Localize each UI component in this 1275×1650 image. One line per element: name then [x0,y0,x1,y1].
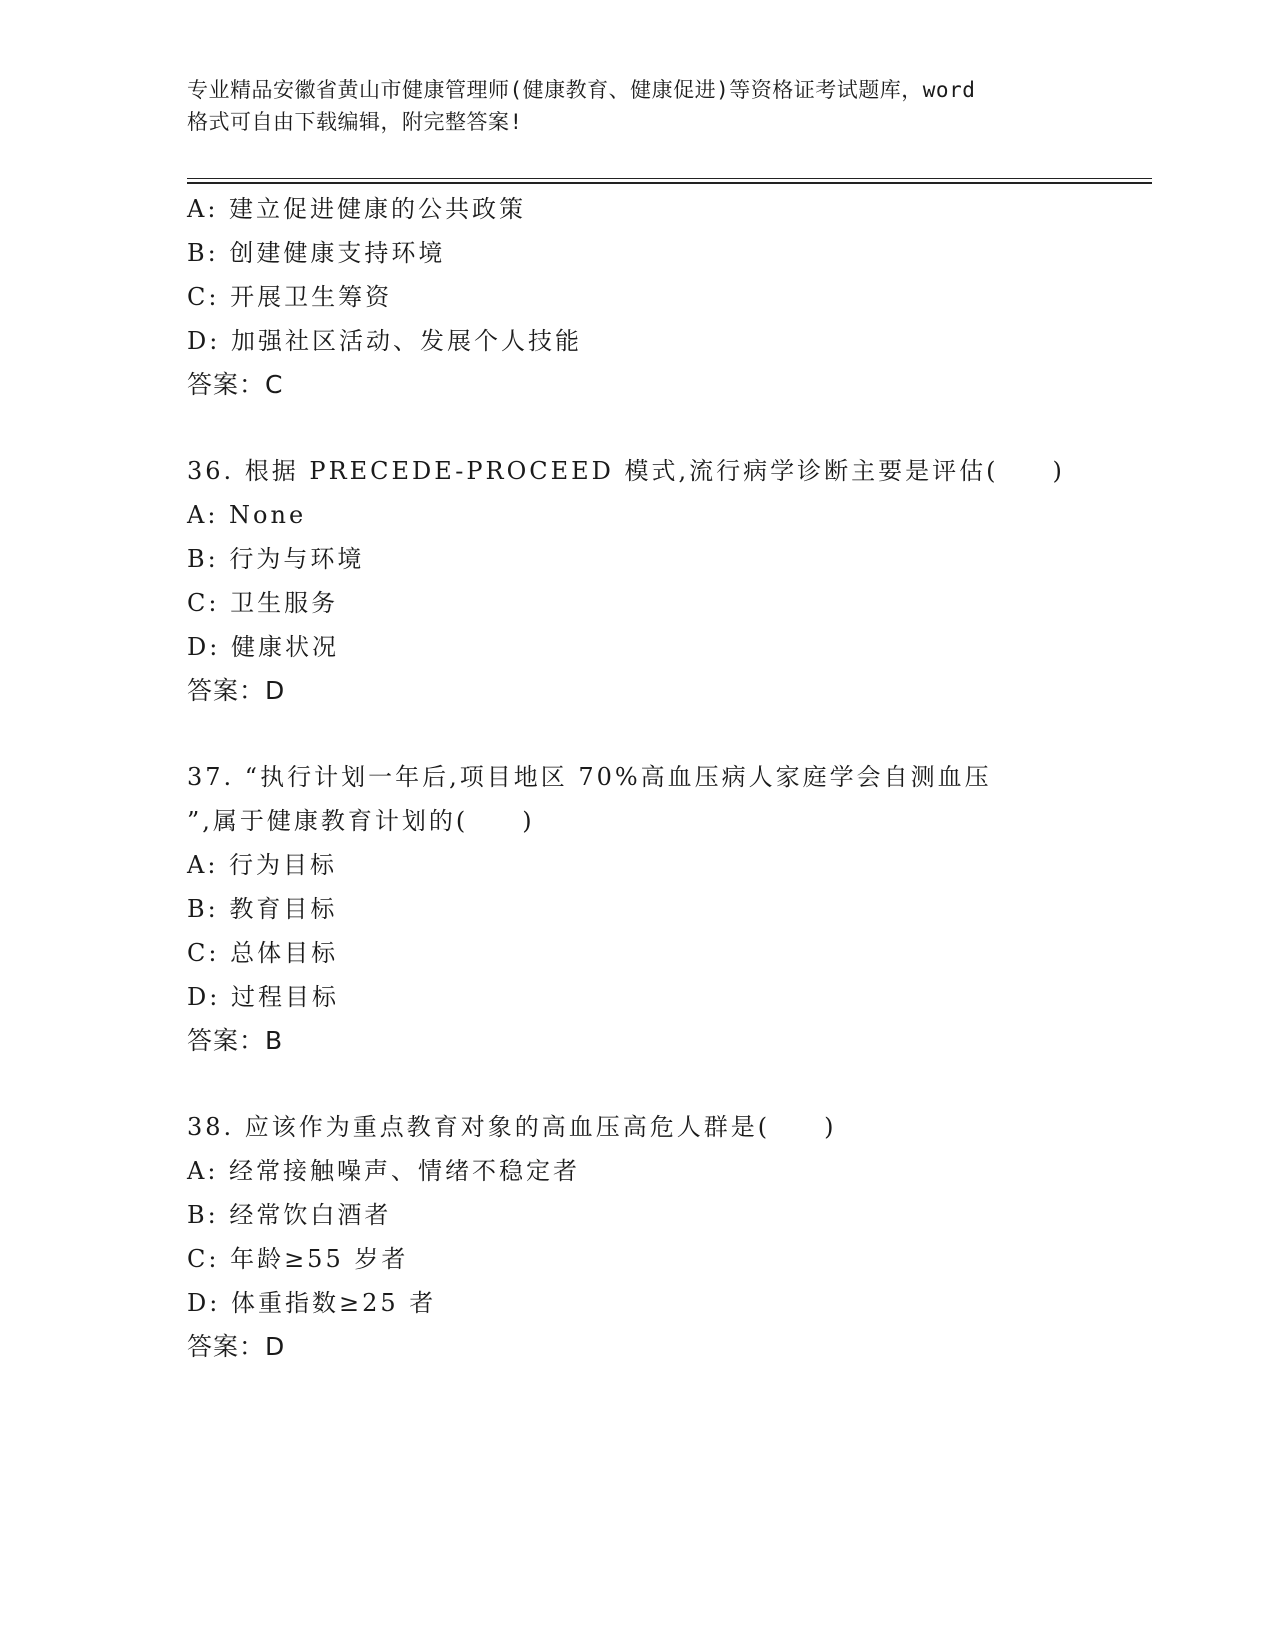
option-b: B: 教育目标 [187,895,338,923]
question-stem: 36. 根据 PRECEDE-PROCEED 模式,流行病学诊断主要是评估( ) [187,457,1065,485]
question-stem: 38. 应该作为重点教育对象的高血压高危人群是( ) [187,1113,837,1141]
option-a: A: 经常接触噪声、情绪不稳定者 [187,1157,581,1185]
option-c: C: 总体目标 [187,939,339,967]
option-a: A: 行为目标 [187,851,338,879]
option-c: C: 开展卫生筹资 [187,283,393,311]
option-b: B: 经常饮白酒者 [187,1201,392,1229]
document-header [187,74,1087,138]
option-d: D: 过程目标 [187,983,339,1011]
option-d: D: 健康状况 [187,633,339,661]
answer-line: 答案：D [187,1332,286,1361]
question-stem-line-1: 37. “执行计划一年后,项目地区 70%高血压病人家庭学会自测血压 [187,763,992,791]
header-line-2: 格式可自由下载编辑，附完整答案! [187,110,523,134]
answer-line: 答案：B [187,1026,284,1055]
option-d: D: 体重指数≥25 者 [187,1289,437,1317]
question-stem-line-2: ”,属于健康教育计划的( ) [187,807,535,835]
option-a: A: None [187,501,307,529]
header-line-1: 专业精品安徽省黄山市健康管理师(健康教育、健康促进)等资格证考试题库，word [187,78,976,102]
answer-line: 答案：D [187,676,286,705]
option-b: B: 创建健康支持环境 [187,239,446,267]
option-c: C: 年龄≥55 岁者 [187,1245,409,1273]
option-b: B: 行为与环境 [187,545,365,573]
option-c: C: 卫生服务 [187,589,339,617]
header-divider-thin [187,178,1152,179]
option-d: D: 加强社区活动、发展个人技能 [187,327,582,355]
option-a: A: 建立促进健康的公共政策 [187,195,527,223]
answer-line: 答案：C [187,370,284,399]
header-divider-thick [187,182,1152,184]
